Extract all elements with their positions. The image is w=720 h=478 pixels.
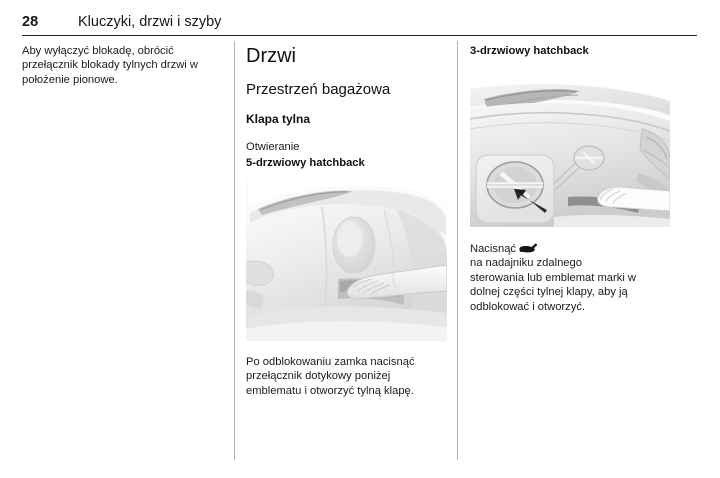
- column-left: [22, 44, 222, 87]
- section-heading-drzwi: Drzwi: [246, 45, 296, 67]
- column-divider-left: [234, 41, 235, 460]
- column-middle: [246, 44, 447, 398]
- right-caption-before-icon: Nacisnąć: [470, 243, 517, 255]
- open-boot-icon: [518, 242, 538, 253]
- right-caption-line: na nadajniku zdalnego: [470, 257, 582, 270]
- page-number: 28: [22, 14, 39, 30]
- right-caption: [470, 242, 671, 314]
- middle-caption-line: Po odblokowaniu zamka nacisnąć: [246, 356, 415, 368]
- right-caption-line: odblokować i otworzyć.: [470, 300, 586, 313]
- page-header: [22, 14, 697, 36]
- left-paragraph: [22, 44, 222, 87]
- middle-caption-line: przełącznik dotykowy poniżej: [246, 370, 391, 383]
- subsection-klapa-tylna: Klapa tylna: [246, 112, 311, 126]
- right-caption-line: sterowania lub emblemat marki w: [470, 271, 637, 284]
- variant-label-5-door: 5-drzwiowy hatchback: [246, 157, 365, 169]
- header-rule: [22, 35, 697, 36]
- column-divider-right: [457, 41, 458, 460]
- left-paragraph-line: przełącznik blokady tylnych drzwi w: [22, 59, 198, 72]
- right-caption-line: dolnej części tylnej klapy, aby ją: [470, 286, 628, 299]
- left-paragraph-line: Aby wyłączyć blokadę, obrócić: [22, 45, 174, 57]
- variant-label-3-door: 3-drzwiowy hatchback: [470, 45, 589, 57]
- column-right: [470, 44, 671, 314]
- rear-hatch-emblem-illustration: [470, 67, 670, 227]
- subheading-przestrzen-bagazowa: Przestrzeń bagażowa: [246, 81, 391, 98]
- middle-caption: [246, 355, 447, 398]
- chapter-title: Kluczyki, drzwi i szyby: [78, 14, 222, 30]
- action-label-otwieranie: Otwieranie: [246, 141, 300, 153]
- rear-hatch-touch-switch-illustration: [246, 179, 447, 341]
- middle-caption-line: emblematu i otworzyć tylną klapę.: [246, 384, 414, 397]
- left-paragraph-line: położenie pionowe.: [22, 73, 118, 86]
